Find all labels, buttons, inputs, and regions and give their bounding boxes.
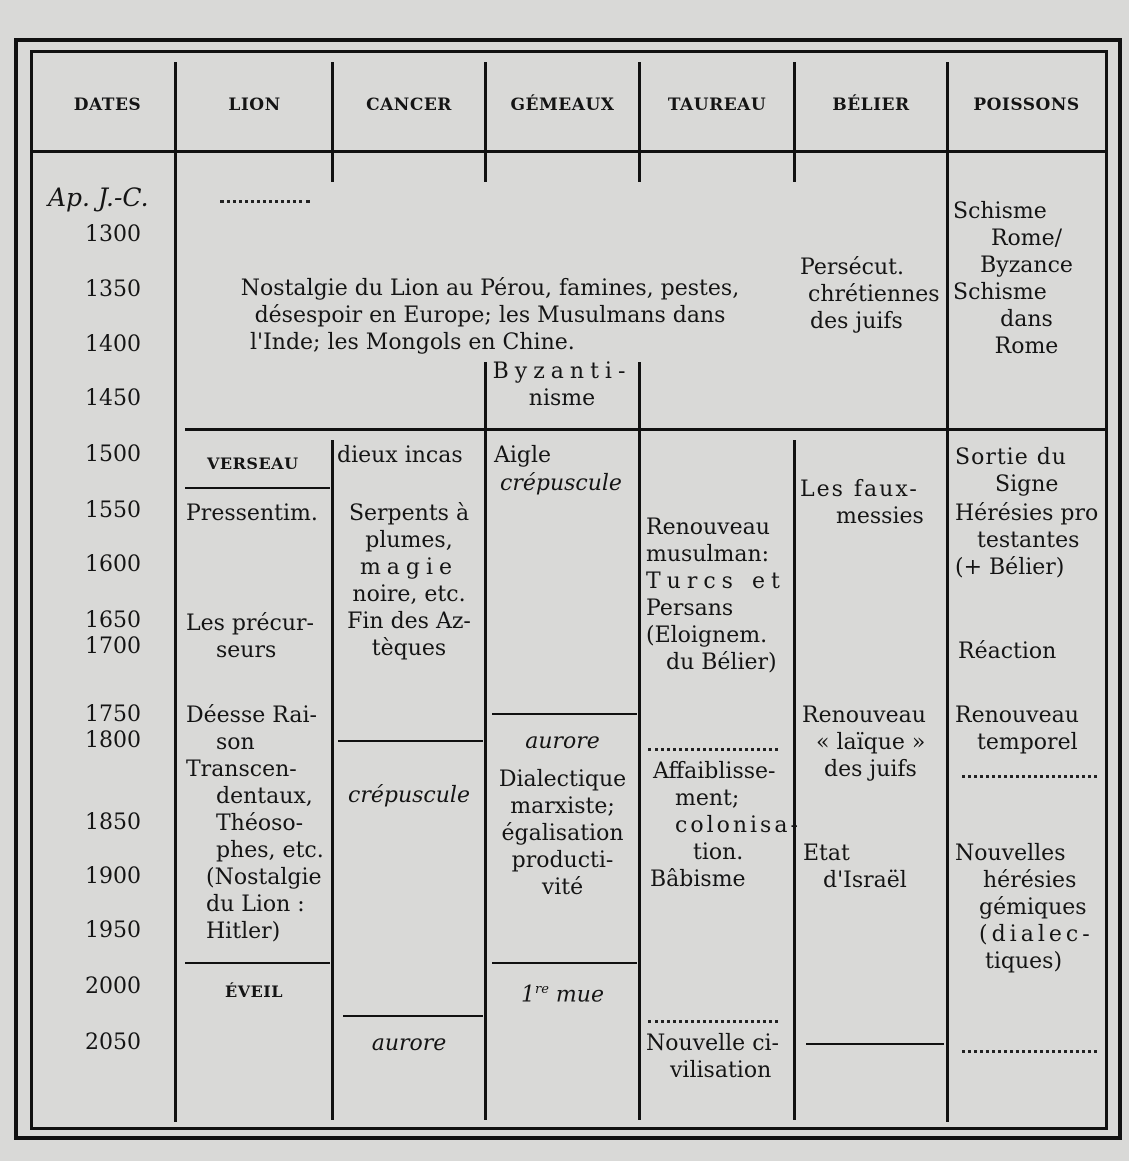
dialectique-line-5: vité <box>541 875 584 900</box>
heresies-line-3: (+ Bélier) <box>955 555 1065 580</box>
reaction-text: Réaction <box>958 639 1057 664</box>
poissons-top-line-6: Rome <box>994 334 1059 359</box>
sortie-signe-text <box>955 444 1067 498</box>
serpents-line-3: magie <box>359 555 459 580</box>
poissons-top-line-5: dans <box>1000 307 1053 332</box>
serpents-line-5: Fin des Az- <box>347 609 471 634</box>
year-1450: 1450 <box>85 386 141 411</box>
byzantinisme-text <box>487 358 637 412</box>
header-taureau: TAUREAU <box>667 95 767 115</box>
header-cancer: CANCER <box>366 95 452 115</box>
pressentim-text: Pressentim. <box>186 501 318 526</box>
nouvelles-heresies-text <box>955 840 1094 975</box>
faux-messies-line-1: Les faux- <box>800 477 919 502</box>
nouvelles-line-4: (dialec- <box>979 922 1094 947</box>
faux-messies-text <box>800 476 924 530</box>
header-rule <box>33 150 1106 153</box>
deesse-line-3: Transcen- <box>186 757 297 782</box>
belier-top-line-2: chrétiennes <box>808 282 940 307</box>
aigle-text: Aigle <box>494 443 552 468</box>
dotted-rule-taureau-2050 <box>648 1020 778 1023</box>
rule-lion-crepuscule <box>338 740 483 742</box>
nostalgie-line-3: l'Inde; les Mongols en Chine. <box>250 330 575 355</box>
etat-israel-line-1: Etat <box>803 841 850 866</box>
renouveau-laique-text <box>802 702 926 783</box>
rule-eveil <box>185 962 330 964</box>
year-1900: 1900 <box>85 864 141 889</box>
year-1800: 1800 <box>85 728 141 753</box>
affaiblissement-line-2: ment; <box>675 786 740 811</box>
year-1950: 1950 <box>85 918 141 943</box>
rule-1500 <box>185 428 1107 431</box>
affaiblissement-line-1: Affaiblisse- <box>653 759 776 784</box>
dialectique-line-2: marxiste; <box>510 794 615 819</box>
poissons-top-line-1: Schisme <box>953 199 1047 224</box>
year-1300: 1300 <box>85 222 141 247</box>
header-dates: DATES <box>73 95 142 115</box>
dialectique-line-3: égalisation <box>501 821 624 846</box>
precurseurs-text <box>186 610 314 664</box>
belier-top-line-3: des juifs <box>810 309 903 334</box>
nouvelles-line-5: tiques) <box>985 949 1063 974</box>
renouveau-laique-line-2: « laïque » <box>816 730 926 755</box>
nouvelles-line-1: Nouvelles <box>955 841 1066 866</box>
serpents-text <box>334 500 484 662</box>
year-1550: 1550 <box>85 498 141 523</box>
sortie-line-2: Signe <box>995 472 1059 497</box>
nouvelles-line-3: gémiques <box>979 895 1087 920</box>
dotted-rule-poissons-2050 <box>962 1050 1097 1053</box>
dialectique-line-1: Dialectique <box>498 767 627 792</box>
dialectique-line-4: producti- <box>511 848 614 873</box>
year-1850: 1850 <box>85 810 141 835</box>
affaiblissement-line-4: tion. <box>693 840 744 865</box>
dialectique-text <box>487 766 638 901</box>
serpents-line-4: noire, etc. <box>352 582 466 607</box>
header-belier: BÉLIER <box>832 95 910 115</box>
precurseurs-line-1: Les précur- <box>186 611 314 636</box>
sortie-line-1: Sortie du <box>955 445 1067 470</box>
year-1400: 1400 <box>85 332 141 357</box>
premiere-mue <box>487 976 638 1008</box>
year-1500: 1500 <box>85 442 141 467</box>
lion-aurore: aurore <box>371 1031 447 1056</box>
etat-israel-line-2: d'Israël <box>823 868 907 893</box>
renouveau-laique-line-1: Renouveau <box>802 703 926 728</box>
poissons-schisme <box>949 198 1104 360</box>
column-divider-gemeaux <box>638 362 641 1120</box>
nouvelle-civilisation-text <box>646 1030 779 1084</box>
heresies-line-1: Hérésies pro <box>955 501 1099 526</box>
year-1700: 1700 <box>85 634 141 659</box>
renouveau-line-2: musulman: <box>646 542 770 567</box>
rule-cancer-aurore <box>492 713 637 715</box>
heresies-protestantes-text <box>955 500 1098 581</box>
belier-persecution <box>800 254 940 335</box>
renouveau-line-3: Turcs et <box>646 569 786 594</box>
lion-crepuscule: crépuscule <box>348 783 470 808</box>
poissons-top-line-2: Rome/ <box>990 226 1063 251</box>
era-label: Ap. J.-C. <box>48 183 149 212</box>
dotted-rule-poissons-1800 <box>962 775 1097 778</box>
header-lion: LION <box>228 95 281 115</box>
verseau-label: VERSEAU <box>207 454 299 473</box>
renouveau-line-4: Persans <box>646 596 734 621</box>
deesse-raison-text <box>186 702 324 945</box>
nouvelles-line-2: hérésies <box>983 868 1077 893</box>
serpents-line-2: plumes, <box>365 528 453 553</box>
year-2050: 2050 <box>85 1030 141 1055</box>
renouveau-temporel-text <box>955 702 1079 756</box>
dotted-rule-lion-top <box>220 200 310 203</box>
year-2000: 2000 <box>85 974 141 999</box>
header-gemeaux: GÉMEAUX <box>510 95 615 115</box>
header-divider-cancer <box>484 62 487 182</box>
rule-cancer-mue <box>492 962 637 964</box>
serpents-line-1: Serpents à <box>348 501 470 526</box>
deesse-line-4: dentaux, <box>216 784 313 809</box>
etat-israel-text <box>803 840 907 894</box>
dieux-incas-text: dieux incas <box>337 443 463 468</box>
renouveau-temporel-line-2: temporel <box>977 730 1078 755</box>
mue-number: 1 <box>521 982 535 1008</box>
byzantinisme-line-2: nisme <box>528 386 596 411</box>
year-1750: 1750 <box>85 702 141 727</box>
nouvelle-line-2: vilisation <box>670 1058 772 1083</box>
deesse-line-5: Théoso- <box>216 811 304 836</box>
deesse-line-9: Hitler) <box>206 919 281 944</box>
faux-messies-line-2: messies <box>836 504 924 529</box>
rule-belier-2050 <box>806 1043 944 1045</box>
belier-top-line-1: Persécut. <box>800 255 904 280</box>
affaiblissement-line-3: colonisa- <box>675 813 801 838</box>
renouveau-temporel-line-1: Renouveau <box>955 703 1079 728</box>
deesse-line-2: son <box>216 730 255 755</box>
header-divider-taureau <box>793 62 796 182</box>
nouvelle-line-1: Nouvelle ci- <box>646 1031 779 1056</box>
deesse-line-6: phes, etc. <box>216 838 324 863</box>
serpents-line-6: tèques <box>371 636 447 661</box>
poissons-top-line-3: Byzance <box>980 253 1073 278</box>
year-1650: 1650 <box>85 608 141 633</box>
precurseurs-line-2: seurs <box>216 638 277 663</box>
cancer-crepuscule: crépuscule <box>500 471 622 496</box>
deesse-line-1: Déesse Rai- <box>186 703 317 728</box>
rule-verseau <box>185 487 330 489</box>
mue-word: mue <box>555 982 604 1008</box>
renouveau-musulman-text <box>646 514 786 676</box>
renouveau-laique-line-3: des juifs <box>824 757 917 782</box>
heresies-line-2: testantes <box>977 528 1080 553</box>
header-divider-gemeaux <box>638 62 641 182</box>
byzantinisme-line-1: Byzanti- <box>492 359 632 384</box>
renouveau-line-5: (Eloignem. <box>646 623 768 648</box>
column-divider-dates <box>174 62 177 1122</box>
header-poissons: POISSONS <box>973 95 1080 115</box>
eveil-label: ÉVEIL <box>225 982 284 1001</box>
mue-superscript: re <box>535 982 549 997</box>
renouveau-line-1: Renouveau <box>646 515 770 540</box>
deesse-line-8: du Lion : <box>206 892 305 917</box>
nostalgie-line-2: désespoir en Europe; les Musulmans dans <box>254 303 726 328</box>
poissons-top-line-4: Schisme <box>953 280 1047 305</box>
renouveau-line-6: du Bélier) <box>666 650 777 675</box>
nostalgie-line-1: Nostalgie du Lion au Pérou, famines, pestes, <box>240 276 740 301</box>
year-1350: 1350 <box>85 277 141 302</box>
header-divider-lion <box>331 62 334 182</box>
deesse-line-7: (Nostalgie <box>206 865 322 890</box>
rule-lion-aurore <box>343 1015 483 1017</box>
affaiblissement-text <box>653 758 801 866</box>
cancer-aurore: aurore <box>525 729 600 754</box>
babisme-text: Bâbisme <box>650 867 746 892</box>
nostalgie-text <box>180 275 800 356</box>
year-1600: 1600 <box>85 552 141 577</box>
dotted-rule-taureau-1800 <box>648 748 778 751</box>
